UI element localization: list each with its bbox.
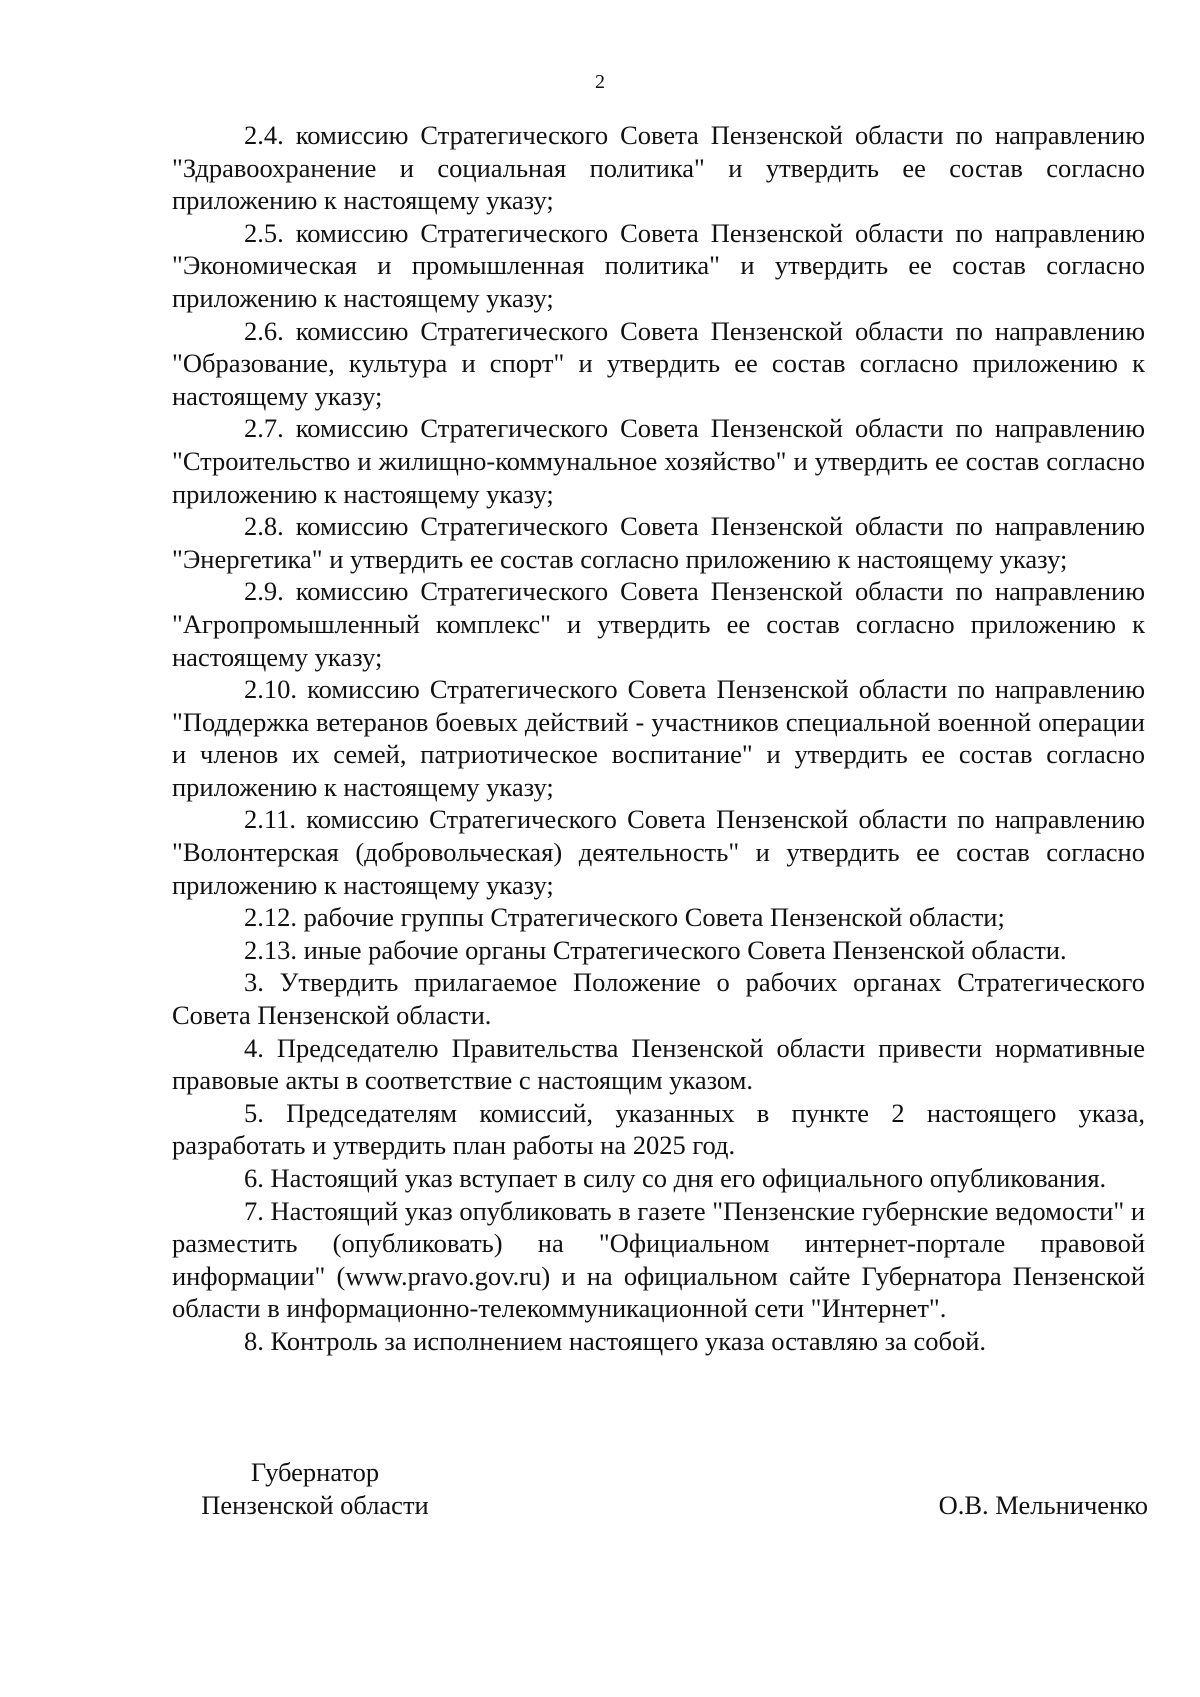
paragraph-2-7: 2.7. комиссию Стратегического Совета Пензенской области по направлению "Строительство и жилищно-коммунальное хозяйство" и утвердить ее состав согласно приложению к настоящему указу; (172, 413, 1145, 509)
paragraph-2-8: 2.8. комиссию Стратегического Совета Пензенской области по направлению "Энергетика" и утвердить ее состав согласно приложению к настоящему указу; (172, 511, 1145, 574)
paragraph-2-6: 2.6. комиссию Стратегического Совета Пензенской области по направлению "Образование, культура и спорт" и утвердить ее состав согласно приложению к настоящему указу; (172, 315, 1145, 411)
page-number: 2 (595, 71, 605, 93)
signatory-position-line1: Губернатор (250, 1457, 380, 1487)
paragraph-2-12: 2.12. рабочие группы Стратегического Совета Пензенской области; (244, 902, 1005, 933)
paragraph-2-13: 2.13. иные рабочие органы Стратегического Совета Пензенской области. (244, 934, 1067, 965)
paragraph-5: 5. Председателям комиссий, указанных в пункте 2 настоящего указа, разработать и утвердить план работы на 2025 год. (172, 1097, 1145, 1161)
paragraph-2-9: 2.9. комиссию Стратегического Совета Пензенской области по направлению "Агропромышленный комплекс" и утвердить ее состав согласно приложению к настоящему указу; (172, 576, 1145, 672)
paragraph-2-4: 2.4. комиссию Стратегического Совета Пензенской области по направлению "Здравоохранение и социальная политика" и утвердить ее состав согласно приложению к настоящему указу; (172, 120, 1145, 216)
paragraph-8: 8. Контроль за исполнением настоящего указа оставляю за собой. (244, 1325, 987, 1356)
paragraph-4: 4. Председателю Правительства Пензенской области привести нормативные правовые акты в соответствие с настоящим указом. (172, 1032, 1145, 1096)
paragraph-2-11: 2.11. комиссию Стратегического Совета Пензенской области по направлению "Волонтерская (добровольческая) деятельность" и утвердить ее состав согласно приложению к настоящему указу; (172, 804, 1145, 900)
signatory-position-line2: Пензенской области (201, 1489, 429, 1520)
document-body (172, 119, 1145, 1358)
signatory-name: О.В. Мельниченко (938, 1490, 1148, 1520)
paragraph-2-5: 2.5. комиссию Стратегического Совета Пензенской области по направлению "Экономическая и промышленная политика" и утвердить ее состав согласно приложению к настоящему указу; (172, 217, 1145, 313)
signatory-position (150, 1456, 480, 1521)
paragraph-7: 7. Настоящий указ опубликовать в газете "Пензенские губернские ведомости" и разместить (опубликовать) на "Официальном интернет-портале правовой информации" (www.pravo.gov.ru) и на официальном сайте Губернатора Пензенской области в информационно-телекоммуникационной сети "Интернет". (172, 1195, 1145, 1324)
paragraph-6: 6. Настоящий указ вступает в силу со дня его официального опубликования. (244, 1163, 1107, 1193)
paragraph-3: 3. Утвердить прилагаемое Положение о рабочих органах Стратегического Совета Пензенской области. (172, 967, 1145, 1031)
paragraph-2-10: 2.10. комиссию Стратегического Совета Пензенской области по направлению "Поддержка ветеранов боевых действий - участников специальной военной операции и членов их семей, патриотическое воспитание" и утвердить ее состав согласно приложению к настоящему указу; (172, 674, 1145, 802)
